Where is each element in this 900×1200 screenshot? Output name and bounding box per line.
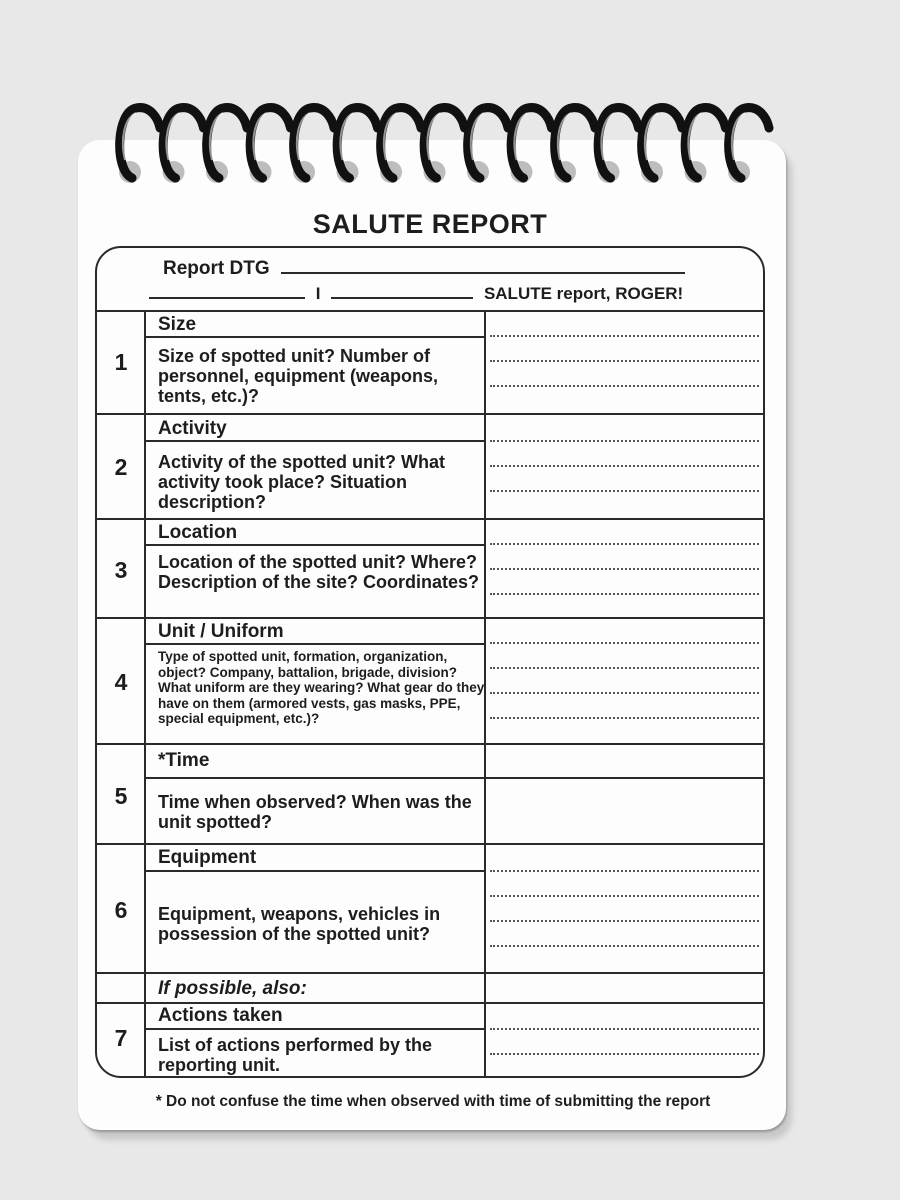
divider [97,972,763,974]
row-divider [145,643,486,645]
if-possible-note: If possible, also: [158,978,307,999]
divider [97,310,763,312]
answer-line-7[interactable] [490,1028,759,1030]
row-divider [145,544,486,546]
footnote: * Do not confuse the time when observed with time of submitting the report [155,1093,711,1110]
divider [97,518,763,520]
answer-line-3[interactable] [490,593,759,595]
section-description: Size of spotted unit? Number of personnel, equipment (weapons, tents, etc.)? [158,346,439,406]
report-dtg-label: Report DTG [163,258,270,279]
divider [97,413,763,415]
section-number: 2 [114,454,128,480]
section-heading: Location [158,522,238,543]
answer-line-1[interactable] [490,385,759,387]
row-divider [145,336,486,338]
divider [97,743,763,745]
section-number: 1 [114,349,128,375]
section-heading: Actions taken [158,1005,283,1026]
recipient-field[interactable] [149,283,305,299]
answer-line-6[interactable] [490,945,759,947]
answer-line-4[interactable] [490,642,759,644]
answer-line-7[interactable] [490,1053,759,1055]
answer-line-6[interactable] [490,895,759,897]
divider [97,1002,763,1004]
answer-line-6[interactable] [490,870,759,872]
section-number: 6 [114,897,128,923]
answer-line-4[interactable] [490,667,759,669]
answer-line-6[interactable] [490,920,759,922]
page-title: SALUTE REPORT [312,209,548,239]
section-description: Type of spotted unit, formation, organization, object? Company, battalion, brigade, division? What uniform are they wearing? What gear do they have on them (armored vests, gas masks, PPE, special equipment, etc.)? [158,649,485,726]
section-description: Equipment, weapons, vehicles in possession of the spotted unit? [158,904,441,944]
section-description: List of actions performed by the reporting unit. [158,1035,433,1075]
row-divider [145,440,486,442]
report-dtg-field[interactable] [281,258,685,274]
section-number: 5 [114,783,128,809]
answer-line-4[interactable] [490,717,759,719]
section-heading: *Time [158,750,210,771]
answer-line-3[interactable] [490,568,759,570]
section-description: Time when observed? When was the unit spotted? [158,792,472,832]
section-heading: Activity [158,418,227,439]
separator-text: I [315,284,321,303]
answer-line-2[interactable] [490,440,759,442]
section-number: 3 [114,557,128,583]
acknowledge-row [149,283,683,304]
closing-text: SALUTE report, ROGER! [483,284,684,303]
salute-form [95,246,765,1078]
answer-line-4[interactable] [490,692,759,694]
section-heading: Size [158,314,197,335]
answer-divider [486,777,763,779]
section-description: Location of the spotted unit? Where? Description of the site? Coordinates? [158,552,480,592]
section-number: 7 [114,1025,128,1051]
row-divider [145,777,486,779]
answer-line-2[interactable] [490,465,759,467]
row-divider [145,1028,486,1030]
row-divider [145,870,486,872]
divider [97,843,763,845]
answer-line-3[interactable] [490,543,759,545]
sender-field[interactable] [331,283,473,299]
section-heading: Equipment [158,847,257,868]
section-number: 4 [114,669,128,695]
section-heading: Unit / Uniform [158,621,284,642]
report-dtg-row [163,258,685,280]
divider [97,617,763,619]
section-description: Activity of the spotted unit? What activity took place? Situation description? [158,452,445,512]
answer-line-2[interactable] [490,490,759,492]
answer-line-1[interactable] [490,360,759,362]
answer-line-1[interactable] [490,335,759,337]
